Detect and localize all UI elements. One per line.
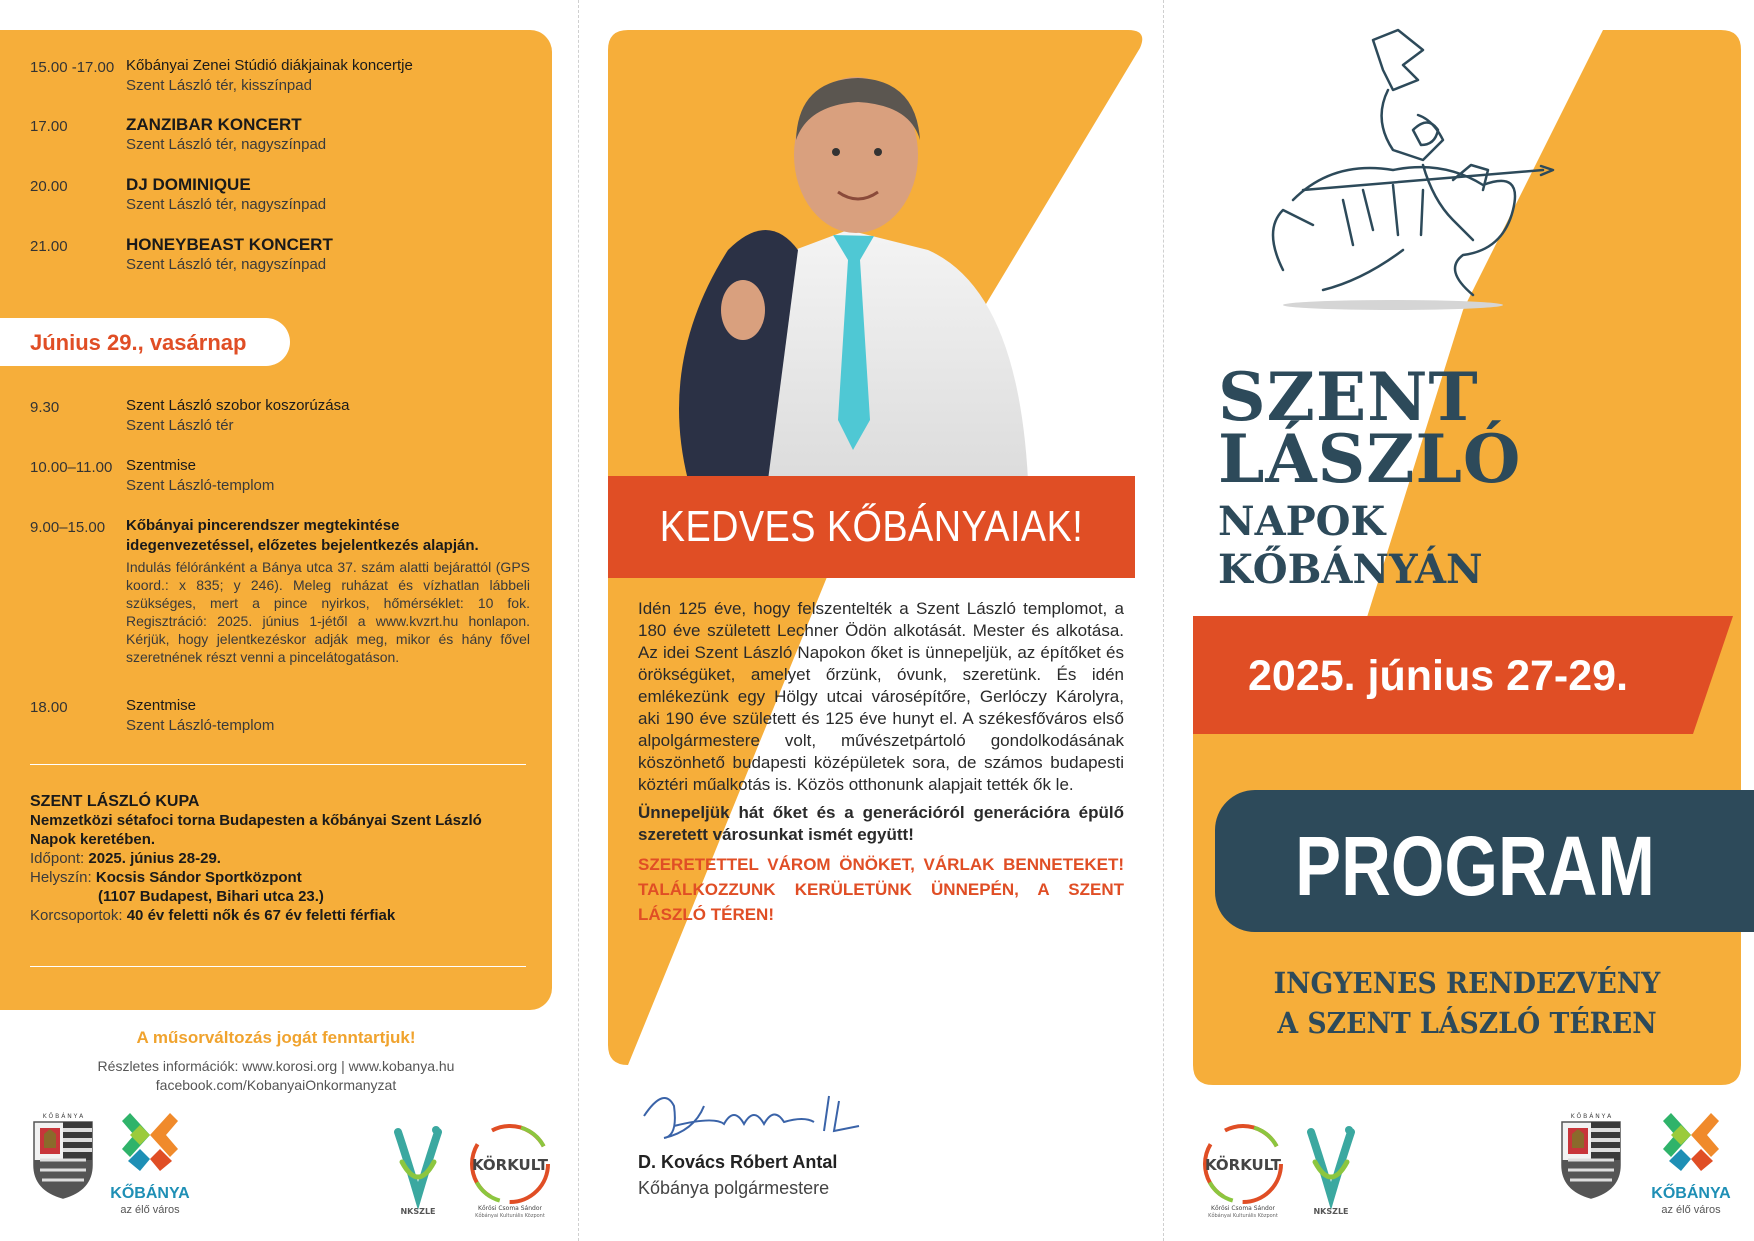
day-label-pill (0, 318, 290, 366)
svg-text:NKSZLE: NKSZLE (1313, 1207, 1349, 1216)
schedule-place: Szent László tér (126, 417, 234, 434)
svg-text:Kőbányai Kulturális Központ: Kőbányai Kulturális Központ (1208, 1213, 1278, 1218)
schedule-title: DJ DOMINIQUE (126, 175, 251, 194)
kupa-heading: SZENT LÁSZLÓ KUPA (30, 793, 200, 810)
kupa-date-value: 2025. június 28-29. (88, 850, 221, 867)
event-date: 2025. június 27-29. (1247, 652, 1629, 700)
svg-text:Kőrösi Csoma Sándor: Kőrösi Csoma Sándor (478, 1205, 542, 1212)
schedule-time: 17.00 (30, 118, 68, 135)
letter-paragraph-2: Ünnepeljük hát őket és a generációról generációra épülő szeretett városunkat ismét együtt! (638, 803, 1124, 844)
schedule-item (30, 56, 530, 95)
date-band-label (1193, 616, 1733, 734)
schedule-item (30, 235, 530, 274)
svg-text:KÖRKULT: KÖRKULT (471, 1156, 549, 1174)
schedule-title: ZANZIBAR KONCERT (126, 115, 302, 134)
mayor-portrait (648, 60, 1068, 480)
korkult-logo (1193, 1118, 1293, 1218)
signer-name: D. Kovács Róbert Antal (638, 1152, 838, 1172)
greeting-heading: KEDVES KŐBÁNYAIAK! (659, 502, 1084, 551)
schedule-time: 15.00 -17.00 (30, 59, 115, 76)
kobanya-logo-name: KŐBÁNYA (1651, 1185, 1731, 1202)
schedule-place: Szent László tér, nagyszínpad (126, 196, 327, 213)
kupa-age-value: 40 év feletti nők és 67 év feletti férfiak (126, 907, 396, 924)
schedule-title: Szent László szobor koszorúzása (126, 397, 350, 414)
event-title-line-2: LÁSZLÓ (1218, 420, 1522, 498)
mayor-signature (634, 1076, 864, 1150)
korkult-logo (460, 1118, 560, 1218)
schedule-place: Szent László-templom (126, 717, 275, 734)
letter-paragraph-1: Idén 125 éve, hogy felszentelték a Szent László templomot, a 180 éve született Lechner Ödön alkotását. Mester és alkotása. Az idei Szent László Napokon őket is ünnepeljük, az építőket és örökségüket, amelyet őrzünk, óvunk, szeretünk. És idén emlékezünk egy Hölgy utcai városépítőre, Gerlóczy Károlyra, aki 190 éve született és 125 éve hunyt el. A székesfőváros első alpolgármestere volt, művészetpártoló gondolkodásának köszönhető budapesti középületek sora, de számos budapesti köztéri műalkotás is. Közös otthonunk alapjait tették ők le. (638, 599, 1124, 794)
schedule-time: 9.00–15.00 (30, 519, 106, 536)
kupa-place-label: Helyszín: (30, 869, 92, 886)
free-event-line-2: A SZENT LÁSZLÓ TÉREN (1277, 1006, 1657, 1040)
right-panel-cover (1163, 0, 1754, 1241)
schedule-time: 10.00–11.00 (30, 459, 113, 476)
knight-illustration (1223, 20, 1583, 310)
schedule-place: Szent László tér, nagyszínpad (126, 136, 327, 153)
schedule-title: Kőbányai pincerendszer megtekintése idegenvezetéssel, előzetes bejelentkezés alapján. (126, 517, 479, 554)
schedule-item (30, 456, 530, 495)
kobanya-logo-tagline: az élő város (1661, 1204, 1721, 1216)
schedule-description: Indulás félóránként a Bánya utca 37. szám alatti bejárattól (GPS koord.: x 835; y 246). Meleg ruházat és vízhatlan lábbeli szükséges, mert a pince nyirkos, hőmérséklet: 10 fok. Regisztráció: 2025. június 1-jétől a www.kvzrt.hu honlapon. Kérjük, hogy jelentkezéskor adják meg, mikor és hány fővel szeretnének részt venni a pincelátogatáson. (126, 559, 530, 665)
program-change-notice: A műsorváltozás jogát fenntartjuk! (136, 1028, 416, 1047)
kobanya-logo-tagline: az élő város (120, 1204, 180, 1216)
schedule-time: 18.00 (30, 699, 68, 716)
kupa-place-address: (1107 Budapest, Bihari utca 23.) (98, 888, 324, 905)
kupa-age-label: Korcsoportok: (30, 907, 123, 924)
svg-text:NKSZLE: NKSZLE (400, 1207, 436, 1216)
day-label: Június 29., vasárnap (30, 330, 247, 355)
schedule-time: 21.00 (30, 238, 68, 255)
schedule-item (30, 396, 530, 435)
divider (30, 764, 526, 765)
event-title-line-3: NAPOK (1218, 498, 1386, 545)
signer-role: Kőbánya polgármestere (638, 1178, 830, 1198)
info-links: Részletes információk: www.korosi.org | www.kobanya.hu (97, 1058, 455, 1074)
schedule-title: HONEYBEAST KONCERT (126, 235, 333, 254)
kupa-intro: Nemzetközi sétafoci torna Budapesten a kőbányai Szent László Napok keretében. (30, 812, 482, 848)
program-band (1215, 790, 1754, 932)
schedule-item-cellar (30, 516, 530, 666)
schedule-time: 9.30 (30, 399, 60, 416)
schedule-title: Kőbányai Zenei Stúdió diákjainak koncertje (126, 57, 413, 74)
middle-panel-letter (578, 0, 1163, 1241)
svg-text:K Ő B Á N Y A: K Ő B Á N Y A (1570, 1113, 1612, 1120)
program-heading: PROGRAM (1295, 819, 1655, 913)
schedule-place: Szent László tér, nagyszínpad (126, 256, 327, 273)
kupa-section (30, 792, 526, 925)
kobanya-crest-logo (30, 1110, 96, 1200)
kobanya-logo-name: KŐBÁNYA (110, 1185, 190, 1202)
left-panel-schedule (0, 0, 578, 1241)
schedule-item (30, 115, 530, 154)
schedule-item (30, 175, 530, 214)
svg-text:KÖRKULT: KÖRKULT (1204, 1156, 1282, 1174)
mayor-letter (638, 598, 1124, 933)
event-title-line-4: KŐBÁNYÁN (1218, 546, 1483, 593)
kupa-place-value: Kocsis Sándor Sportközpont (95, 869, 302, 886)
schedule-title: Szentmise (126, 697, 197, 714)
schedule-place: Szent László-templom (126, 477, 275, 494)
free-event-line-1: INGYENES RENDEZVÉNY (1273, 966, 1661, 1000)
schedule-place: Szent László tér, kisszínpad (126, 77, 312, 94)
greeting-banner (608, 476, 1135, 578)
facebook-link: facebook.com/KobanyaiOnkormanyzat (155, 1077, 397, 1093)
kobanya-logo (100, 1105, 200, 1215)
kupa-date-label: Időpont: (30, 850, 85, 867)
svg-text:Kőbányai Kulturális Központ: Kőbányai Kulturális Központ (475, 1213, 545, 1218)
schedule-item (30, 696, 530, 735)
schedule-time: 20.00 (30, 178, 68, 195)
nkszle-logo (1301, 1122, 1361, 1218)
kobanya-crest-logo (1558, 1110, 1624, 1200)
event-title-line-1: SZENT (1218, 358, 1479, 436)
svg-text:K Ő B Á N Y A: K Ő B Á N Y A (42, 1113, 84, 1120)
divider (30, 966, 526, 967)
kobanya-logo (1641, 1105, 1741, 1215)
letter-invitation: SZERETETTEL VÁROM ÖNÖKET, VÁRLAK BENNETEKET! TALÁLKOZZUNK KERÜLETÜNK ÜNNEPÉN, A SZENT LÁSZLÓ TÉREN! (638, 855, 1124, 924)
nkszle-logo (388, 1122, 448, 1218)
schedule-title: Szentmise (126, 457, 197, 474)
svg-text:Kőrösi Csoma Sándor: Kőrösi Csoma Sándor (1211, 1205, 1275, 1212)
